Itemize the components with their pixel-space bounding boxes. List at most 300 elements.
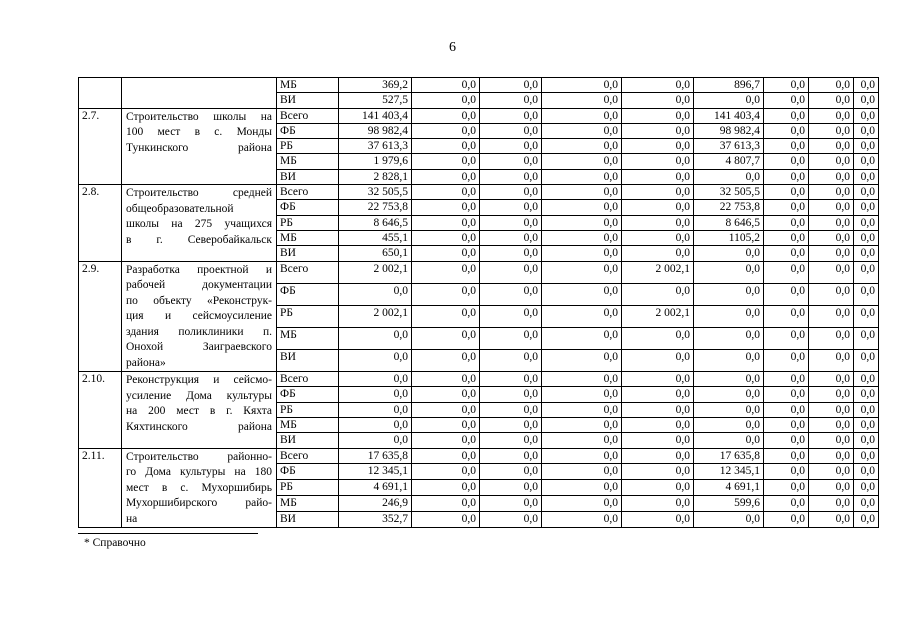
amount-cell: 0,0 — [412, 93, 480, 108]
amount-cell: 0,0 — [764, 230, 809, 245]
description-line: школы на 275 учащихся — [126, 218, 272, 231]
amount-cell: 0,0 — [622, 387, 694, 402]
description-line: общеобразовательной — [126, 202, 234, 215]
amount-cell: 0,0 — [542, 372, 622, 387]
amount-cell: 0,0 — [622, 349, 694, 371]
amount-cell: 0,0 — [480, 327, 542, 349]
amount-cell: 0,0 — [854, 200, 879, 215]
amount-cell: 0,0 — [480, 78, 542, 93]
amount-cell: 0,0 — [412, 464, 480, 480]
amount-cell: 0,0 — [622, 327, 694, 349]
amount-cell: 0,0 — [412, 433, 480, 448]
amount-cell: 0,0 — [809, 480, 854, 496]
table-row — [79, 108, 879, 123]
footnote-rule — [78, 533, 258, 534]
amount-cell: 0,0 — [622, 123, 694, 138]
amount-cell: 0,0 — [622, 448, 694, 464]
amount-cell: 0,0 — [809, 185, 854, 200]
amount-cell: 0,0 — [854, 139, 879, 154]
budget-table — [78, 77, 879, 528]
amount-cell: 0,0 — [764, 169, 809, 184]
amount-cell: 0,0 — [480, 417, 542, 432]
amount-cell: 0,0 — [412, 78, 480, 93]
amount-cell: 0,0 — [622, 185, 694, 200]
amount-cell: 0,0 — [764, 139, 809, 154]
amount-cell: 0,0 — [542, 185, 622, 200]
amount-cell: 599,6 — [694, 496, 764, 512]
amount-cell: 0,0 — [412, 246, 480, 261]
item-code — [79, 78, 122, 109]
amount-cell: 0,0 — [622, 154, 694, 169]
item-code: 2.7. — [79, 108, 122, 184]
amount-cell: 0,0 — [694, 387, 764, 402]
amount-cell: 0,0 — [480, 123, 542, 138]
amount-cell: 0,0 — [809, 402, 854, 417]
amount-cell: 0,0 — [480, 200, 542, 215]
amount-cell: 0,0 — [764, 480, 809, 496]
amount-cell: 0,0 — [412, 349, 480, 371]
item-code: 2.11. — [79, 448, 122, 528]
amount-cell: 896,7 — [694, 78, 764, 93]
amount-cell: 0,0 — [764, 496, 809, 512]
item-description — [122, 448, 277, 528]
amount-cell: 0,0 — [809, 512, 854, 528]
amount-cell: 0,0 — [480, 93, 542, 108]
amount-cell: 0,0 — [764, 185, 809, 200]
description-line: в г. Северобайкальск — [126, 233, 272, 246]
amount-cell: 0,0 — [480, 246, 542, 261]
amount-cell: 0,0 — [764, 246, 809, 261]
amount-cell: 0,0 — [412, 154, 480, 169]
amount-cell: 0,0 — [480, 512, 542, 528]
amount-cell: 0,0 — [542, 349, 622, 371]
amount-cell: 0,0 — [480, 215, 542, 230]
amount-cell: 4 691,1 — [339, 480, 412, 496]
amount-cell: 0,0 — [412, 185, 480, 200]
amount-cell: 141 403,4 — [694, 108, 764, 123]
description-line: Строительство районно- — [126, 450, 272, 463]
amount-cell: 0,0 — [854, 327, 879, 349]
amount-cell: 0,0 — [480, 154, 542, 169]
amount-cell: 0,0 — [412, 305, 480, 327]
amount-cell: 0,0 — [412, 480, 480, 496]
amount-cell: 0,0 — [622, 78, 694, 93]
table-row — [79, 261, 879, 283]
description-line: Онохой Заиграевского — [126, 341, 272, 354]
amount-cell: 0,0 — [412, 169, 480, 184]
table-row — [79, 185, 879, 200]
amount-cell: 0,0 — [809, 448, 854, 464]
amount-cell: 0,0 — [480, 480, 542, 496]
amount-cell: 32 505,5 — [339, 185, 412, 200]
amount-cell: 0,0 — [764, 327, 809, 349]
description-line: Тункинского района — [126, 141, 272, 154]
amount-cell: 0,0 — [412, 123, 480, 138]
description-line: на 200 мест в г. Кяхта — [126, 405, 272, 418]
amount-cell: 0,0 — [412, 387, 480, 402]
amount-cell: 0,0 — [764, 417, 809, 432]
funding-source: МБ — [277, 327, 339, 349]
amount-cell: 0,0 — [854, 78, 879, 93]
amount-cell: 1105,2 — [694, 230, 764, 245]
amount-cell: 0,0 — [480, 433, 542, 448]
amount-cell: 0,0 — [412, 496, 480, 512]
funding-source: ВИ — [277, 246, 339, 261]
amount-cell: 0,0 — [809, 372, 854, 387]
amount-cell: 0,0 — [854, 283, 879, 305]
amount-cell: 0,0 — [764, 215, 809, 230]
amount-cell: 0,0 — [339, 433, 412, 448]
funding-source: Всего — [277, 261, 339, 283]
funding-source: РБ — [277, 215, 339, 230]
funding-source: МБ — [277, 417, 339, 432]
amount-cell: 0,0 — [622, 417, 694, 432]
amount-cell: 0,0 — [622, 496, 694, 512]
amount-cell: 0,0 — [339, 349, 412, 371]
amount-cell: 0,0 — [854, 123, 879, 138]
amount-cell: 0,0 — [480, 464, 542, 480]
amount-cell: 0,0 — [542, 123, 622, 138]
amount-cell: 0,0 — [542, 417, 622, 432]
amount-cell: 0,0 — [854, 108, 879, 123]
amount-cell: 0,0 — [339, 372, 412, 387]
amount-cell: 37 613,3 — [694, 139, 764, 154]
amount-cell: 0,0 — [809, 464, 854, 480]
funding-source: Всего — [277, 372, 339, 387]
item-code: 2.8. — [79, 185, 122, 261]
description-line: 100 мест в с. Монды — [126, 126, 272, 139]
amount-cell: 0,0 — [809, 215, 854, 230]
funding-source: Всего — [277, 448, 339, 464]
amount-cell: 0,0 — [622, 480, 694, 496]
amount-cell: 0,0 — [622, 108, 694, 123]
funding-source: МБ — [277, 496, 339, 512]
description-line: Реконструкция и сейсмо- — [126, 374, 272, 387]
amount-cell: 0,0 — [854, 433, 879, 448]
item-description — [122, 108, 277, 184]
description-line: ция и сейсмоусиление — [126, 310, 272, 323]
funding-source: ВИ — [277, 433, 339, 448]
amount-cell: 0,0 — [854, 402, 879, 417]
amount-cell: 0,0 — [764, 261, 809, 283]
amount-cell: 0,0 — [854, 349, 879, 371]
amount-cell: 0,0 — [764, 123, 809, 138]
amount-cell: 0,0 — [480, 185, 542, 200]
amount-cell: 0,0 — [809, 139, 854, 154]
amount-cell: 0,0 — [694, 169, 764, 184]
amount-cell: 17 635,8 — [694, 448, 764, 464]
funding-source: ВИ — [277, 93, 339, 108]
amount-cell: 0,0 — [764, 349, 809, 371]
description-line: рабочей документации — [126, 279, 272, 292]
amount-cell: 0,0 — [854, 169, 879, 184]
amount-cell: 0,0 — [809, 327, 854, 349]
table-row — [79, 448, 879, 464]
amount-cell: 0,0 — [542, 283, 622, 305]
amount-cell: 0,0 — [694, 349, 764, 371]
amount-cell: 0,0 — [809, 496, 854, 512]
amount-cell: 4 691,1 — [694, 480, 764, 496]
funding-source: ФБ — [277, 387, 339, 402]
description-line: здания поликлиники п. — [126, 325, 272, 338]
amount-cell: 0,0 — [764, 305, 809, 327]
amount-cell: 0,0 — [412, 512, 480, 528]
amount-cell: 0,0 — [339, 417, 412, 432]
amount-cell: 0,0 — [809, 387, 854, 402]
amount-cell: 0,0 — [854, 230, 879, 245]
amount-cell: 0,0 — [542, 78, 622, 93]
amount-cell: 0,0 — [542, 496, 622, 512]
funding-source: РБ — [277, 402, 339, 417]
amount-cell: 0,0 — [809, 433, 854, 448]
amount-cell: 0,0 — [480, 169, 542, 184]
amount-cell: 0,0 — [809, 93, 854, 108]
funding-source: РБ — [277, 139, 339, 154]
amount-cell: 0,0 — [542, 154, 622, 169]
amount-cell: 0,0 — [412, 230, 480, 245]
description-line: района» — [126, 356, 166, 369]
description-line: Кяхтинского района — [126, 420, 272, 433]
description-line: го Дома культуры на 180 — [126, 466, 272, 479]
amount-cell: 0,0 — [809, 169, 854, 184]
description-line: мест в с. Мухоршибирь — [126, 481, 272, 494]
funding-source: ВИ — [277, 169, 339, 184]
amount-cell: 0,0 — [809, 78, 854, 93]
amount-cell: 0,0 — [412, 108, 480, 123]
amount-cell: 0,0 — [764, 200, 809, 215]
amount-cell: 0,0 — [480, 261, 542, 283]
amount-cell: 0,0 — [694, 261, 764, 283]
amount-cell: 0,0 — [764, 512, 809, 528]
amount-cell: 0,0 — [854, 372, 879, 387]
funding-source: РБ — [277, 480, 339, 496]
amount-cell: 17 635,8 — [339, 448, 412, 464]
item-description — [122, 78, 277, 109]
amount-cell: 2 002,1 — [339, 305, 412, 327]
amount-cell: 1 979,6 — [339, 154, 412, 169]
amount-cell: 0,0 — [622, 512, 694, 528]
amount-cell: 22 753,8 — [339, 200, 412, 215]
amount-cell: 0,0 — [809, 154, 854, 169]
amount-cell: 2 002,1 — [622, 305, 694, 327]
amount-cell: 0,0 — [542, 433, 622, 448]
amount-cell: 0,0 — [854, 93, 879, 108]
funding-source: ФБ — [277, 123, 339, 138]
amount-cell: 369,2 — [339, 78, 412, 93]
amount-cell: 0,0 — [622, 283, 694, 305]
funding-source: ФБ — [277, 464, 339, 480]
amount-cell: 352,7 — [339, 512, 412, 528]
amount-cell: 0,0 — [622, 402, 694, 417]
amount-cell: 0,0 — [622, 372, 694, 387]
amount-cell: 0,0 — [339, 283, 412, 305]
amount-cell: 0,0 — [854, 305, 879, 327]
funding-source: МБ — [277, 154, 339, 169]
funding-source: ВИ — [277, 512, 339, 528]
amount-cell: 0,0 — [480, 108, 542, 123]
amount-cell: 0,0 — [694, 402, 764, 417]
amount-cell: 0,0 — [542, 464, 622, 480]
item-description — [122, 261, 277, 372]
amount-cell: 0,0 — [809, 417, 854, 432]
description-line: на — [126, 512, 138, 525]
amount-cell: 0,0 — [412, 448, 480, 464]
amount-cell: 0,0 — [412, 200, 480, 215]
amount-cell: 650,1 — [339, 246, 412, 261]
amount-cell: 0,0 — [854, 480, 879, 496]
description-line: по объекту «Реконструк- — [126, 294, 272, 307]
funding-source: МБ — [277, 230, 339, 245]
amount-cell: 0,0 — [542, 215, 622, 230]
item-code: 2.10. — [79, 372, 122, 448]
amount-cell: 0,0 — [854, 261, 879, 283]
amount-cell: 0,0 — [694, 417, 764, 432]
amount-cell: 0,0 — [764, 93, 809, 108]
description-line: усиление Дома культуры — [126, 389, 272, 402]
amount-cell: 8 646,5 — [339, 215, 412, 230]
amount-cell: 0,0 — [542, 387, 622, 402]
description-line: Строительство средней — [126, 187, 272, 200]
amount-cell: 0,0 — [809, 123, 854, 138]
amount-cell: 0,0 — [854, 464, 879, 480]
amount-cell: 0,0 — [412, 372, 480, 387]
amount-cell: 527,5 — [339, 93, 412, 108]
amount-cell: 0,0 — [854, 417, 879, 432]
amount-cell: 0,0 — [622, 433, 694, 448]
amount-cell: 0,0 — [809, 246, 854, 261]
amount-cell: 0,0 — [694, 372, 764, 387]
amount-cell: 0,0 — [480, 496, 542, 512]
amount-cell: 0,0 — [622, 93, 694, 108]
amount-cell: 0,0 — [809, 108, 854, 123]
amount-cell: 0,0 — [480, 230, 542, 245]
amount-cell: 0,0 — [480, 305, 542, 327]
amount-cell: 0,0 — [622, 230, 694, 245]
amount-cell: 0,0 — [542, 261, 622, 283]
amount-cell: 0,0 — [764, 283, 809, 305]
amount-cell: 0,0 — [480, 448, 542, 464]
amount-cell: 0,0 — [854, 448, 879, 464]
funding-source: ВИ — [277, 349, 339, 371]
funding-source: Всего — [277, 108, 339, 123]
description-line: Мухоршибирского райо- — [126, 497, 272, 510]
amount-cell: 22 753,8 — [694, 200, 764, 215]
footnote: * Справочно — [84, 537, 146, 549]
amount-cell: 0,0 — [809, 230, 854, 245]
amount-cell: 0,0 — [764, 108, 809, 123]
amount-cell: 2 002,1 — [622, 261, 694, 283]
amount-cell: 0,0 — [542, 480, 622, 496]
amount-cell: 141 403,4 — [339, 108, 412, 123]
amount-cell: 0,0 — [542, 448, 622, 464]
funding-source: МБ — [277, 78, 339, 93]
amount-cell: 0,0 — [854, 246, 879, 261]
amount-cell: 0,0 — [542, 512, 622, 528]
amount-cell: 98 982,4 — [339, 123, 412, 138]
amount-cell: 0,0 — [622, 200, 694, 215]
amount-cell: 246,9 — [339, 496, 412, 512]
amount-cell: 0,0 — [480, 139, 542, 154]
amount-cell: 37 613,3 — [339, 139, 412, 154]
funding-source: ФБ — [277, 283, 339, 305]
amount-cell: 0,0 — [339, 387, 412, 402]
amount-cell: 0,0 — [542, 305, 622, 327]
funding-source: Всего — [277, 185, 339, 200]
amount-cell: 0,0 — [694, 93, 764, 108]
amount-cell: 0,0 — [854, 185, 879, 200]
amount-cell: 0,0 — [622, 464, 694, 480]
amount-cell: 0,0 — [764, 402, 809, 417]
funding-source: РБ — [277, 305, 339, 327]
amount-cell: 8 646,5 — [694, 215, 764, 230]
amount-cell: 98 982,4 — [694, 123, 764, 138]
amount-cell: 0,0 — [480, 387, 542, 402]
amount-cell: 0,0 — [694, 433, 764, 448]
description-line: Строительство школы на — [126, 110, 272, 123]
amount-cell: 2 828,1 — [339, 169, 412, 184]
amount-cell: 0,0 — [412, 215, 480, 230]
amount-cell: 0,0 — [809, 305, 854, 327]
amount-cell: 0,0 — [542, 327, 622, 349]
amount-cell: 0,0 — [412, 283, 480, 305]
amount-cell: 0,0 — [854, 512, 879, 528]
amount-cell: 12 345,1 — [694, 464, 764, 480]
table-row — [79, 78, 879, 93]
amount-cell: 0,0 — [480, 283, 542, 305]
amount-cell: 0,0 — [694, 283, 764, 305]
amount-cell: 0,0 — [764, 78, 809, 93]
amount-cell: 0,0 — [542, 246, 622, 261]
page-number: 6 — [449, 40, 456, 55]
item-description — [122, 185, 277, 261]
amount-cell: 0,0 — [809, 261, 854, 283]
item-description — [122, 372, 277, 448]
amount-cell: 0,0 — [694, 327, 764, 349]
amount-cell: 0,0 — [764, 387, 809, 402]
amount-cell: 0,0 — [622, 246, 694, 261]
amount-cell: 0,0 — [480, 372, 542, 387]
amount-cell: 0,0 — [854, 496, 879, 512]
amount-cell: 0,0 — [694, 512, 764, 528]
amount-cell: 0,0 — [622, 139, 694, 154]
amount-cell: 0,0 — [622, 169, 694, 184]
amount-cell: 0,0 — [480, 402, 542, 417]
description-line: Разработка проектной и — [126, 263, 272, 276]
amount-cell: 0,0 — [412, 261, 480, 283]
amount-cell: 0,0 — [412, 139, 480, 154]
amount-cell: 0,0 — [764, 433, 809, 448]
amount-cell: 0,0 — [542, 169, 622, 184]
amount-cell: 0,0 — [809, 200, 854, 215]
amount-cell: 0,0 — [412, 402, 480, 417]
item-code: 2.9. — [79, 261, 122, 372]
amount-cell: 0,0 — [694, 305, 764, 327]
table-row — [79, 372, 879, 387]
amount-cell: 0,0 — [622, 215, 694, 230]
amount-cell: 0,0 — [764, 154, 809, 169]
amount-cell: 0,0 — [809, 349, 854, 371]
amount-cell: 0,0 — [542, 200, 622, 215]
amount-cell: 0,0 — [412, 327, 480, 349]
amount-cell: 455,1 — [339, 230, 412, 245]
funding-source: ФБ — [277, 200, 339, 215]
amount-cell: 0,0 — [412, 417, 480, 432]
amount-cell: 0,0 — [854, 154, 879, 169]
amount-cell: 0,0 — [542, 93, 622, 108]
amount-cell: 0,0 — [542, 230, 622, 245]
amount-cell: 0,0 — [764, 448, 809, 464]
amount-cell: 0,0 — [542, 402, 622, 417]
